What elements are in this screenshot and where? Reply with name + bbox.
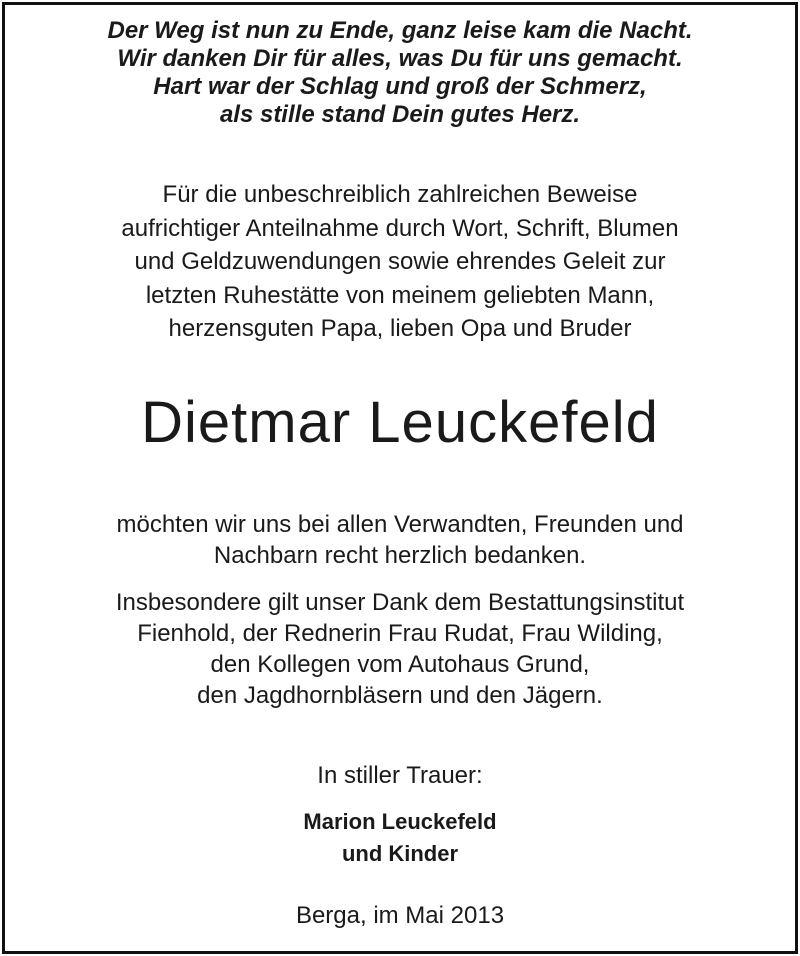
poem-line: Wir danken Dir für alles, was Du für uns gemacht. (117, 45, 683, 72)
memorial-poem (5, 17, 795, 129)
mourning-label: In stiller Trauer: (317, 762, 483, 789)
thanks-intro-line: herzensguten Papa, lieben Opa und Bruder (168, 315, 632, 342)
special-thanks-line: Insbesondere gilt unser Dank dem Bestattungsinstitut (115, 589, 685, 616)
signer-line: und Kinder (341, 841, 459, 866)
deceased-name: Dietmar Leuckefeld (141, 390, 659, 455)
poem-line: Der Weg ist nun zu Ende, ganz leise kam die Nacht. (107, 17, 693, 44)
signers (5, 806, 795, 870)
special-thanks-line: den Kollegen vom Autohaus Grund, (210, 651, 590, 678)
signer-line: Marion Leuckefeld (303, 809, 497, 834)
obituary-notice (2, 2, 798, 954)
thanks-intro-line: und Geldzuwendungen sowie ehrendes Geleit zur (134, 248, 666, 275)
special-thanks-line: Fienhold, der Rednerin Frau Rudat, Frau Wilding, (137, 620, 663, 647)
thanks-closing-line: möchten wir uns bei allen Verwandten, Freunden und (116, 511, 684, 538)
special-thanks-line: den Jagdhornbläsern und den Jägern. (197, 682, 603, 709)
special-thanks (5, 587, 795, 711)
thanks-intro-line: letzten Ruhestätte von meinem geliebten Mann, (145, 281, 655, 309)
thanks-closing-line: Nachbarn recht herzlich bedanken. (213, 542, 587, 569)
thanks-intro-line: aufrichtiger Anteilnahme durch Wort, Schrift, Blumen (121, 214, 679, 242)
thanks-closing (5, 509, 795, 571)
poem-line: Hart war der Schlag und groß der Schmerz, (153, 73, 647, 100)
poem-line: als stille stand Dein gutes Herz. (219, 101, 581, 128)
thanks-intro (5, 178, 795, 346)
place-date: Berga, im Mai 2013 (295, 902, 505, 929)
thanks-intro-line: Für die unbeschreiblich zahlreichen Beweise (162, 181, 638, 208)
